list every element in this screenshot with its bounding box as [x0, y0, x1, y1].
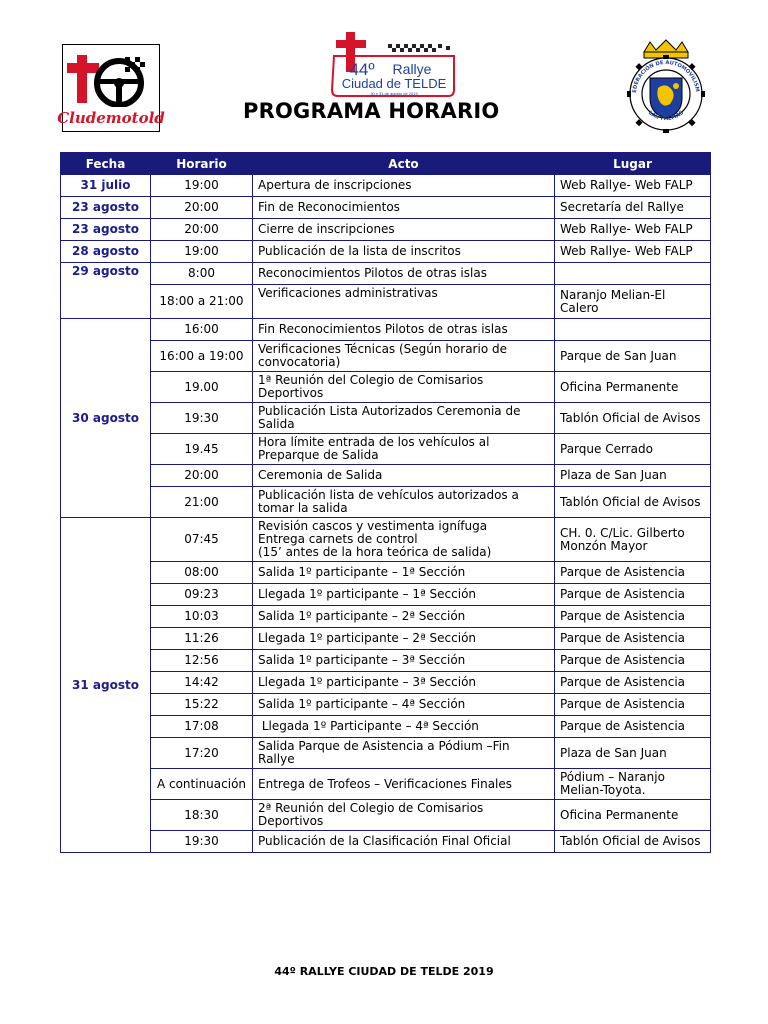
table-row: [61, 341, 711, 372]
table-row: [61, 434, 711, 465]
row-act: Salida 1º participante – 4ª Sección: [253, 694, 555, 716]
row-act: Publicación de la Clasificación Final Oficial: [253, 831, 555, 853]
table-row: [61, 487, 711, 518]
row-act: Publicación lista de vehículos autorizados a tomar la salida: [253, 487, 555, 518]
row-act: Reconocimientos Pilotos de otras islas: [253, 263, 555, 285]
table-row: [61, 584, 711, 606]
row-date: 28 agosto: [61, 241, 151, 263]
table-row: [61, 694, 711, 716]
table-row: [61, 403, 711, 434]
rallye-word: Rallye: [392, 61, 432, 77]
row-place: [555, 263, 711, 285]
table-row: [61, 241, 711, 263]
row-act: Fin de Reconocimientos: [253, 197, 555, 219]
row-place: Parque de Asistencia: [555, 716, 711, 738]
table-row: [61, 716, 711, 738]
row-place: Oficina Permanente: [555, 800, 711, 831]
row-time: 19:30: [151, 831, 253, 853]
table-row: [61, 628, 711, 650]
row-place: Parque de Asistencia: [555, 650, 711, 672]
row-place: Parque Cerrado: [555, 434, 711, 465]
table-row: [61, 831, 711, 853]
row-time: 19:30: [151, 403, 253, 434]
row-place: [555, 319, 711, 341]
table-row: [61, 319, 711, 341]
row-act: Salida 1º participante – 2ª Sección: [253, 606, 555, 628]
row-act: 1ª Reunión del Colegio de Comisarios Deportivos: [253, 372, 555, 403]
cludemotold-logo: [57, 44, 165, 132]
row-time: 17:20: [151, 738, 253, 769]
row-place: Web Rallye- Web FALP: [555, 175, 711, 197]
row-act: Publicación de la lista de inscritos: [253, 241, 555, 263]
row-time: A continuación: [151, 769, 253, 800]
row-act: Salida 1º participante – 3ª Sección: [253, 650, 555, 672]
column-header-fecha: Fecha: [61, 153, 151, 175]
row-time: 19.00: [151, 372, 253, 403]
row-act: Llegada 1º participante – 2ª Sección: [253, 628, 555, 650]
row-time: 20:00: [151, 465, 253, 487]
row-time: 20:00: [151, 197, 253, 219]
row-time: 18:30: [151, 800, 253, 831]
table-row: [61, 672, 711, 694]
row-time: 19.45: [151, 434, 253, 465]
table-row: [61, 175, 711, 197]
row-time: 16:00: [151, 319, 253, 341]
row-date: 30 agosto: [61, 319, 151, 518]
table-row: [61, 562, 711, 584]
row-act: 2ª Reunión del Colegio de Comisarios Deportivos: [253, 800, 555, 831]
row-time: 08:00: [151, 562, 253, 584]
row-date: 23 agosto: [61, 197, 151, 219]
column-header-lugar: Lugar: [555, 153, 711, 175]
row-date: 23 agosto: [61, 219, 151, 241]
emblem-top-text: EDERACIÓN DE AUTOMOVILISM: [631, 59, 701, 94]
column-header-acto: Acto: [253, 153, 555, 175]
row-time: 20:00: [151, 219, 253, 241]
row-time: 19:00: [151, 175, 253, 197]
rallye-dates: 30 y 31 de agosto de 2019: [370, 91, 418, 96]
federacion-automovilismo-emblem: [620, 38, 712, 134]
table-row: [61, 800, 711, 831]
row-place: Oficina Permanente: [555, 372, 711, 403]
row-date: 31 julio: [61, 175, 151, 197]
row-time: 8:00: [151, 263, 253, 285]
rallye-telde-logo: [328, 30, 464, 102]
row-time: 17:08: [151, 716, 253, 738]
row-act: Salida Parque de Asistencia a Pódium –Fin Rallye: [253, 738, 555, 769]
table-header-row: [61, 153, 711, 175]
row-place: Parque de Asistencia: [555, 562, 711, 584]
row-place: Tablón Oficial de Avisos: [555, 403, 711, 434]
row-place: Parque de Asistencia: [555, 584, 711, 606]
row-place: Plaza de San Juan: [555, 465, 711, 487]
page-footer: 44º RALLYE CIUDAD DE TELDE 2019: [274, 965, 494, 978]
row-time: 09:23: [151, 584, 253, 606]
row-date: 29 agosto: [61, 263, 151, 319]
row-place: Pódium – Naranjo Melian-Toyota.: [555, 769, 711, 800]
table-row: [61, 738, 711, 769]
row-time: 19:00: [151, 241, 253, 263]
row-act: Verificaciones Técnicas (Según horario de convocatoria): [253, 341, 555, 372]
row-time: 11:26: [151, 628, 253, 650]
column-header-horario: Horario: [151, 153, 253, 175]
row-place: Parque de San Juan: [555, 341, 711, 372]
table-row: [61, 606, 711, 628]
row-place: CH. 0. C/Lic. Gilberto Monzón Mayor: [555, 518, 711, 562]
row-time: 21:00: [151, 487, 253, 518]
row-act: Verificaciones administrativas: [253, 285, 555, 319]
row-place: Parque de Asistencia: [555, 628, 711, 650]
row-time: 16:00 a 19:00: [151, 341, 253, 372]
table-row: [61, 285, 711, 319]
row-place: Parque de Asistencia: [555, 694, 711, 716]
row-act-line: (15’ antes de la hora teórica de salida): [258, 545, 492, 559]
table-row: [61, 769, 711, 800]
row-place: Web Rallye- Web FALP: [555, 219, 711, 241]
emblem-bottom-text: LAS PALMAS: [647, 109, 685, 123]
row-place: Tablón Oficial de Avisos: [555, 831, 711, 853]
row-act: Publicación Lista Autorizados Ceremonia de Salida: [253, 403, 555, 434]
page-title: PROGRAMA HORARIO: [243, 99, 500, 123]
row-act-line: Entrega carnets de control: [258, 532, 418, 546]
schedule-table: [60, 152, 711, 853]
row-place: Parque de Asistencia: [555, 672, 711, 694]
row-place: Plaza de San Juan: [555, 738, 711, 769]
row-place: Parque de Asistencia: [555, 606, 711, 628]
row-act: [253, 518, 555, 562]
row-time: 12:56: [151, 650, 253, 672]
row-act: Apertura de inscripciones: [253, 175, 555, 197]
row-act: Entrega de Trofeos – Verificaciones Finales: [253, 769, 555, 800]
row-act: Fin Reconocimientos Pilotos de otras islas: [253, 319, 555, 341]
table-row: [61, 197, 711, 219]
row-place: Secretaría del Rallye: [555, 197, 711, 219]
row-time: 14:42: [151, 672, 253, 694]
row-time: 07:45: [151, 518, 253, 562]
row-act: Llegada 1º participante – 3ª Sección: [253, 672, 555, 694]
row-time: 18:00 a 21:00: [151, 285, 253, 319]
row-act: Hora límite entrada de los vehículos al Preparque de Salida: [253, 434, 555, 465]
rallye-number: 44º: [349, 60, 375, 79]
row-place: Naranjo Melian-El Calero: [555, 285, 711, 319]
row-act: Salida 1º participante – 1ª Sección: [253, 562, 555, 584]
table-row: [61, 465, 711, 487]
row-act: Llegada 1º Participante – 4ª Sección: [253, 716, 555, 738]
row-time: 15:22: [151, 694, 253, 716]
row-act: Cierre de inscripciones: [253, 219, 555, 241]
row-act-line: Revisión cascos y vestimenta ignífuga: [258, 519, 488, 533]
table-row: [61, 263, 711, 285]
cludemotold-logo-text: Cludemotold: [57, 109, 165, 127]
row-time: 10:03: [151, 606, 253, 628]
row-place: Web Rallye- Web FALP: [555, 241, 711, 263]
row-place: Tablón Oficial de Avisos: [555, 487, 711, 518]
row-act: Ceremonia de Salida: [253, 465, 555, 487]
rallye-city: Ciudad de TELDE: [341, 76, 447, 91]
table-row: [61, 518, 711, 562]
table-row: [61, 372, 711, 403]
table-row: [61, 219, 711, 241]
row-date: 31 agosto: [61, 518, 151, 853]
table-row: [61, 650, 711, 672]
row-act: Llegada 1º participante – 1ª Sección: [253, 584, 555, 606]
